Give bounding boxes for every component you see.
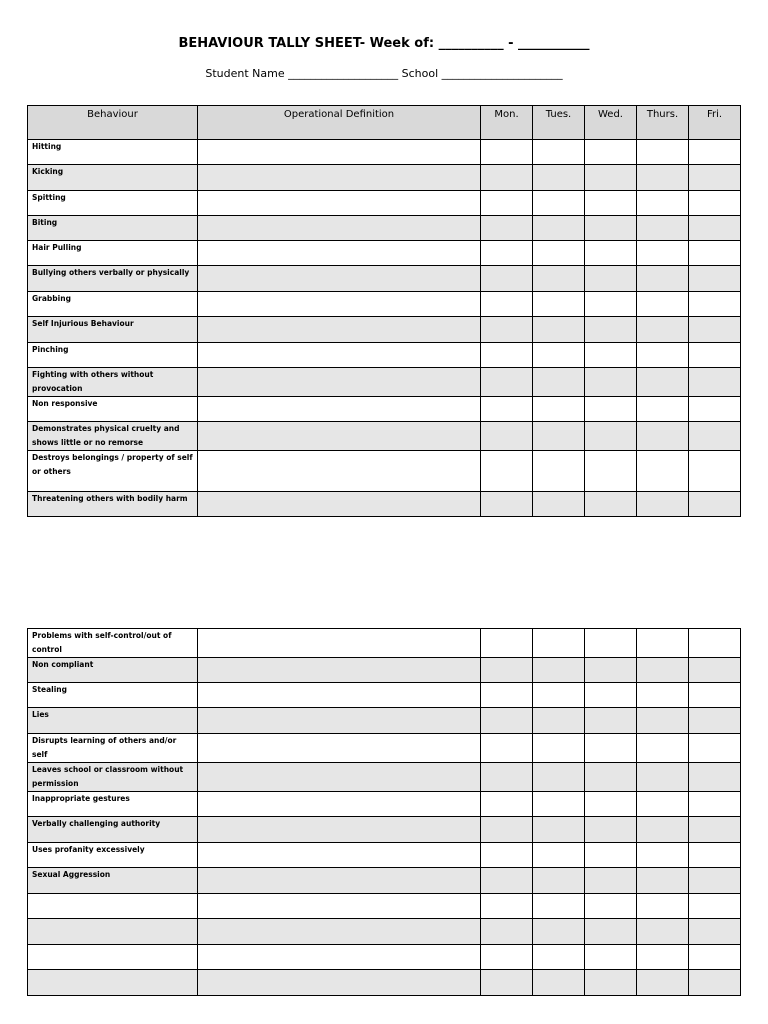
col-behaviour: Behaviour (28, 106, 198, 140)
definition-cell[interactable] (198, 708, 481, 734)
thurs-tally-cell[interactable] (637, 868, 689, 894)
wed-tally-cell[interactable] (585, 894, 637, 919)
behaviour-cell: Destroys belongings / property of self or others (28, 451, 198, 492)
table-row (28, 292, 741, 317)
wed-tally-cell[interactable] (585, 868, 637, 894)
tues-tally-cell[interactable] (533, 266, 585, 292)
behaviour-cell: Hitting (28, 140, 198, 165)
behaviour-cell: Disrupts learning of others and/or self (28, 734, 198, 763)
wed-tally-cell[interactable] (585, 165, 637, 191)
fri-tally-cell[interactable] (689, 894, 741, 919)
mon-tally-cell[interactable] (481, 292, 533, 317)
thurs-tally-cell[interactable] (637, 945, 689, 970)
tues-tally-cell[interactable] (533, 397, 585, 422)
definition-cell[interactable] (198, 422, 481, 451)
fri-tally-cell[interactable] (689, 658, 741, 683)
behaviour-cell: Self Injurious Behaviour (28, 317, 198, 343)
wed-tally-cell[interactable] (585, 368, 637, 397)
tues-tally-cell[interactable] (533, 683, 585, 708)
thurs-tally-cell[interactable] (637, 658, 689, 683)
behaviour-cell: Sexual Aggression (28, 868, 198, 894)
fri-tally-cell[interactable] (689, 843, 741, 868)
definition-cell[interactable] (198, 343, 481, 368)
tues-tally-cell[interactable] (533, 894, 585, 919)
wed-tally-cell[interactable] (585, 629, 637, 658)
mon-tally-cell[interactable] (481, 451, 533, 492)
fri-tally-cell[interactable] (689, 397, 741, 422)
mon-tally-cell[interactable] (481, 658, 533, 683)
definition-cell[interactable] (198, 140, 481, 165)
thurs-tally-cell[interactable] (637, 817, 689, 843)
thurs-tally-cell[interactable] (637, 368, 689, 397)
thurs-tally-cell[interactable] (637, 843, 689, 868)
behaviour-cell: Hair Pulling (28, 241, 198, 266)
behaviour-cell (28, 970, 198, 996)
table-row (28, 683, 741, 708)
wed-tally-cell[interactable] (585, 292, 637, 317)
wed-tally-cell[interactable] (585, 792, 637, 817)
wed-tally-cell[interactable] (585, 919, 637, 945)
tues-tally-cell[interactable] (533, 792, 585, 817)
tues-tally-cell[interactable] (533, 817, 585, 843)
wed-tally-cell[interactable] (585, 683, 637, 708)
mon-tally-cell[interactable] (481, 763, 533, 792)
table-row (28, 165, 741, 191)
mon-tally-cell[interactable] (481, 868, 533, 894)
table-row (28, 241, 741, 266)
col-fri: Fri. (689, 106, 741, 140)
fri-tally-cell[interactable] (689, 140, 741, 165)
tues-tally-cell[interactable] (533, 970, 585, 996)
table-row (28, 368, 741, 397)
thurs-tally-cell[interactable] (637, 894, 689, 919)
table-row (28, 451, 741, 492)
definition-cell[interactable] (198, 817, 481, 843)
tues-tally-cell[interactable] (533, 843, 585, 868)
fri-tally-cell[interactable] (689, 817, 741, 843)
tues-tally-cell[interactable] (533, 658, 585, 683)
definition-cell[interactable] (198, 165, 481, 191)
behaviour-cell: Problems with self-control/out of control (28, 629, 198, 658)
tally-table-top (27, 105, 741, 517)
fri-tally-cell[interactable] (689, 266, 741, 292)
fri-tally-cell[interactable] (689, 683, 741, 708)
sheet-title: BEHAVIOUR TALLY SHEET- Week of: __________ - ___________ (178, 36, 590, 51)
definition-cell[interactable] (198, 970, 481, 996)
thurs-tally-cell[interactable] (637, 216, 689, 241)
fri-tally-cell[interactable] (689, 317, 741, 343)
definition-cell[interactable] (198, 763, 481, 792)
table-row (28, 343, 741, 368)
table-row (28, 266, 741, 292)
behaviour-cell: Verbally challenging authority (28, 817, 198, 843)
wed-tally-cell[interactable] (585, 970, 637, 996)
thurs-tally-cell[interactable] (637, 792, 689, 817)
mon-tally-cell[interactable] (481, 397, 533, 422)
thurs-tally-cell[interactable] (637, 734, 689, 763)
behaviour-cell (28, 945, 198, 970)
thurs-tally-cell[interactable] (637, 763, 689, 792)
mon-tally-cell[interactable] (481, 708, 533, 734)
fri-tally-cell[interactable] (689, 970, 741, 996)
thurs-tally-cell[interactable] (637, 397, 689, 422)
thurs-tally-cell[interactable] (637, 492, 689, 517)
table-row (28, 397, 741, 422)
definition-cell[interactable] (198, 658, 481, 683)
behaviour-cell: Kicking (28, 165, 198, 191)
definition-cell[interactable] (198, 629, 481, 658)
behaviour-cell: Threatening others with bodily harm (28, 492, 198, 517)
table-row (28, 492, 741, 517)
thurs-tally-cell[interactable] (637, 708, 689, 734)
wed-tally-cell[interactable] (585, 734, 637, 763)
definition-cell[interactable] (198, 919, 481, 945)
tues-tally-cell[interactable] (533, 451, 585, 492)
fri-tally-cell[interactable] (689, 492, 741, 517)
thurs-tally-cell[interactable] (637, 451, 689, 492)
tues-tally-cell[interactable] (533, 919, 585, 945)
fri-tally-cell[interactable] (689, 191, 741, 216)
behaviour-cell: Non responsive (28, 397, 198, 422)
behaviour-cell: Leaves school or classroom without permission (28, 763, 198, 792)
behaviour-cell: Non compliant (28, 658, 198, 683)
behaviour-cell: Uses profanity excessively (28, 843, 198, 868)
tues-tally-cell[interactable] (533, 343, 585, 368)
fri-tally-cell[interactable] (689, 708, 741, 734)
tally-table-bottom (27, 628, 741, 996)
behaviour-cell (28, 894, 198, 919)
tues-tally-cell[interactable] (533, 140, 585, 165)
tues-tally-cell[interactable] (533, 945, 585, 970)
tues-tally-cell[interactable] (533, 708, 585, 734)
behaviour-cell: Biting (28, 216, 198, 241)
wed-tally-cell[interactable] (585, 492, 637, 517)
fri-tally-cell[interactable] (689, 919, 741, 945)
behaviour-cell: Pinching (28, 343, 198, 368)
table-row (28, 894, 741, 919)
mon-tally-cell[interactable] (481, 191, 533, 216)
thurs-tally-cell[interactable] (637, 317, 689, 343)
wed-tally-cell[interactable] (585, 708, 637, 734)
definition-cell[interactable] (198, 241, 481, 266)
fri-tally-cell[interactable] (689, 241, 741, 266)
mon-tally-cell[interactable] (481, 241, 533, 266)
mon-tally-cell[interactable] (481, 266, 533, 292)
fri-tally-cell[interactable] (689, 343, 741, 368)
table-row (28, 843, 741, 868)
definition-cell[interactable] (198, 266, 481, 292)
tues-tally-cell[interactable] (533, 629, 585, 658)
tues-tally-cell[interactable] (533, 292, 585, 317)
table-row (28, 658, 741, 683)
wed-tally-cell[interactable] (585, 241, 637, 266)
definition-cell[interactable] (198, 894, 481, 919)
tues-tally-cell[interactable] (533, 368, 585, 397)
thurs-tally-cell[interactable] (637, 683, 689, 708)
col-tues: Tues. (533, 106, 585, 140)
definition-cell[interactable] (198, 317, 481, 343)
mon-tally-cell[interactable] (481, 945, 533, 970)
behaviour-cell: Demonstrates physical cruelty and shows little or no remorse (28, 422, 198, 451)
tues-tally-cell[interactable] (533, 763, 585, 792)
definition-cell[interactable] (198, 292, 481, 317)
thurs-tally-cell[interactable] (637, 165, 689, 191)
wed-tally-cell[interactable] (585, 191, 637, 216)
wed-tally-cell[interactable] (585, 658, 637, 683)
thurs-tally-cell[interactable] (637, 140, 689, 165)
mon-tally-cell[interactable] (481, 165, 533, 191)
mon-tally-cell[interactable] (481, 368, 533, 397)
fri-tally-cell[interactable] (689, 945, 741, 970)
tues-tally-cell[interactable] (533, 422, 585, 451)
mon-tally-cell[interactable] (481, 317, 533, 343)
table-row (28, 629, 741, 658)
thurs-tally-cell[interactable] (637, 292, 689, 317)
definition-cell[interactable] (198, 945, 481, 970)
fri-tally-cell[interactable] (689, 422, 741, 451)
table-row (28, 868, 741, 894)
tues-tally-cell[interactable] (533, 241, 585, 266)
col-wed: Wed. (585, 106, 637, 140)
behaviour-cell: Inappropriate gestures (28, 792, 198, 817)
wed-tally-cell[interactable] (585, 451, 637, 492)
mon-tally-cell[interactable] (481, 970, 533, 996)
definition-cell[interactable] (198, 492, 481, 517)
student-school-line: Student Name ____________________ School ______________________ (205, 67, 563, 80)
fri-tally-cell[interactable] (689, 292, 741, 317)
mon-tally-cell[interactable] (481, 343, 533, 368)
mon-tally-cell[interactable] (481, 683, 533, 708)
fri-tally-cell[interactable] (689, 216, 741, 241)
table-row (28, 734, 741, 763)
wed-tally-cell[interactable] (585, 343, 637, 368)
behaviour-cell: Fighting with others without provocation (28, 368, 198, 397)
wed-tally-cell[interactable] (585, 763, 637, 792)
fri-tally-cell[interactable] (689, 451, 741, 492)
col-operational-definition: Operational Definition (198, 106, 481, 140)
definition-cell[interactable] (198, 734, 481, 763)
fri-tally-cell[interactable] (689, 868, 741, 894)
col-mon: Mon. (481, 106, 533, 140)
table-row (28, 317, 741, 343)
wed-tally-cell[interactable] (585, 843, 637, 868)
tues-tally-cell[interactable] (533, 165, 585, 191)
thurs-tally-cell[interactable] (637, 241, 689, 266)
definition-cell[interactable] (198, 368, 481, 397)
thurs-tally-cell[interactable] (637, 919, 689, 945)
tues-tally-cell[interactable] (533, 317, 585, 343)
table-row (28, 919, 741, 945)
mon-tally-cell[interactable] (481, 843, 533, 868)
thurs-tally-cell[interactable] (637, 422, 689, 451)
wed-tally-cell[interactable] (585, 817, 637, 843)
mon-tally-cell[interactable] (481, 734, 533, 763)
behaviour-cell: Stealing (28, 683, 198, 708)
wed-tally-cell[interactable] (585, 266, 637, 292)
fri-tally-cell[interactable] (689, 629, 741, 658)
definition-cell[interactable] (198, 843, 481, 868)
definition-cell[interactable] (198, 191, 481, 216)
thurs-tally-cell[interactable] (637, 970, 689, 996)
tues-tally-cell[interactable] (533, 868, 585, 894)
fri-tally-cell[interactable] (689, 763, 741, 792)
mon-tally-cell[interactable] (481, 492, 533, 517)
mon-tally-cell[interactable] (481, 422, 533, 451)
table-row (28, 970, 741, 996)
thurs-tally-cell[interactable] (637, 343, 689, 368)
wed-tally-cell[interactable] (585, 945, 637, 970)
fri-tally-cell[interactable] (689, 165, 741, 191)
behaviour-cell: Spitting (28, 191, 198, 216)
table-row (28, 792, 741, 817)
mon-tally-cell[interactable] (481, 216, 533, 241)
table-row (28, 422, 741, 451)
wed-tally-cell[interactable] (585, 140, 637, 165)
table-row (28, 140, 741, 165)
behaviour-cell: Bullying others verbally or physically (28, 266, 198, 292)
thurs-tally-cell[interactable] (637, 191, 689, 216)
wed-tally-cell[interactable] (585, 397, 637, 422)
thurs-tally-cell[interactable] (637, 629, 689, 658)
table-row (28, 945, 741, 970)
behaviour-cell: Lies (28, 708, 198, 734)
header-row (28, 106, 741, 140)
table-row (28, 191, 741, 216)
mon-tally-cell[interactable] (481, 817, 533, 843)
wed-tally-cell[interactable] (585, 317, 637, 343)
definition-cell[interactable] (198, 451, 481, 492)
mon-tally-cell[interactable] (481, 140, 533, 165)
mon-tally-cell[interactable] (481, 919, 533, 945)
col-thurs: Thurs. (637, 106, 689, 140)
definition-cell[interactable] (198, 397, 481, 422)
wed-tally-cell[interactable] (585, 422, 637, 451)
tues-tally-cell[interactable] (533, 734, 585, 763)
definition-cell[interactable] (198, 683, 481, 708)
mon-tally-cell[interactable] (481, 894, 533, 919)
definition-cell[interactable] (198, 868, 481, 894)
tues-tally-cell[interactable] (533, 191, 585, 216)
behaviour-cell: Grabbing (28, 292, 198, 317)
table-row (28, 817, 741, 843)
table-row (28, 708, 741, 734)
fri-tally-cell[interactable] (689, 368, 741, 397)
fri-tally-cell[interactable] (689, 792, 741, 817)
definition-cell[interactable] (198, 216, 481, 241)
table-row (28, 216, 741, 241)
wed-tally-cell[interactable] (585, 216, 637, 241)
thurs-tally-cell[interactable] (637, 266, 689, 292)
table-row (28, 763, 741, 792)
fri-tally-cell[interactable] (689, 734, 741, 763)
definition-cell[interactable] (198, 792, 481, 817)
mon-tally-cell[interactable] (481, 792, 533, 817)
tues-tally-cell[interactable] (533, 492, 585, 517)
behaviour-cell (28, 919, 198, 945)
mon-tally-cell[interactable] (481, 629, 533, 658)
tues-tally-cell[interactable] (533, 216, 585, 241)
